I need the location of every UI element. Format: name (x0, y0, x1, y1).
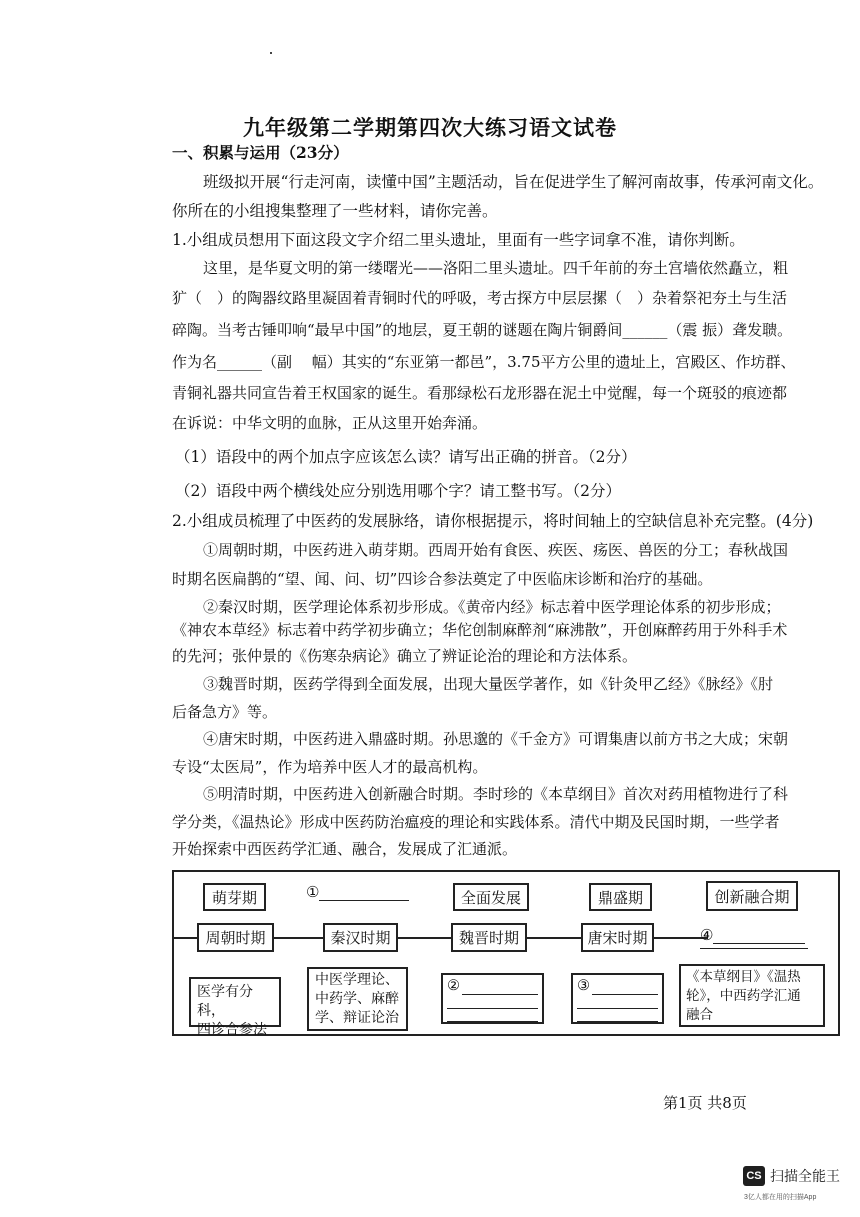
q2-para-2b: 《神农本草经》标志着中药学初步确立；华佗创制麻醉剂“麻沸散”，开创麻醉药用于外科手术 (172, 621, 788, 639)
intro-line-2: 你所在的小组搜集整理了一些材料，请你完善。 (172, 202, 498, 220)
period-label: 唐宋时期 (587, 929, 648, 947)
blank-number: ③ (577, 978, 590, 994)
passage-line-3: 碎陶。当考古锤叩响“最早中国”的地层，夏王朝的谜题在陶片铜爵间______（震 振）聋发聩。 (172, 321, 793, 339)
stage-box-1 (203, 883, 266, 911)
question-2-stem: 2.小组成员梳理了中医药的发展脉络，请你根据提示，将时间轴上的空缺信息补充完整。(4分) (172, 512, 814, 530)
stage-label: 全面发展 (460, 888, 521, 907)
detail-box-3 (441, 973, 544, 1024)
detail-box-1 (189, 977, 281, 1038)
stage-label: 萌芽期 (211, 888, 257, 907)
blank-number: ④ (700, 926, 714, 944)
q2-para-3b: 后备急方》等。 (172, 703, 278, 721)
detail-line: 融合 (686, 1007, 713, 1023)
period-blank-5 (700, 925, 805, 944)
period-box-3 (451, 923, 527, 952)
scanner-app-name: 扫描全能王 (770, 1168, 840, 1184)
scanner-tagline: 3亿人都在用的扫描App (744, 1194, 817, 1201)
blank-number: ① (306, 883, 320, 901)
detail-box-4 (571, 973, 664, 1024)
blank-underline (447, 1009, 538, 1022)
blank-row (577, 977, 658, 995)
q2-para-2a: ②秦汉时期，医学理论体系初步形成。《黄帝内经》标志着中医学理论体系的初步形成； (203, 598, 781, 616)
question-1-stem: 1.小组成员想用下面这段文字介绍二里头遗址，里面有一些字词拿不准，请你判断。 (172, 231, 745, 249)
detail-line: 《本草纲目》《温热 (686, 969, 801, 985)
stage-box-4 (589, 883, 652, 911)
section-heading: 一、积累与运用（23分） (172, 143, 349, 162)
q2-para-3a: ③魏晋时期，医药学得到全面发展，出现大量医学著作，如《针灸甲乙经》《脉经》《肘 (203, 675, 774, 693)
intro-line-1: 班级拟开展“行走河南，读懂中国”主题活动，旨在促进学生了解河南故事，传承河南文化。 (203, 173, 824, 191)
period-box-1 (197, 923, 274, 952)
passage-line-4: 作为名______（副 幅）其实的“东亚第一都邑”，3.75平方公里的遗址上，宫殿区、作坊群、 (172, 353, 796, 371)
detail-line: 中药学、麻醉 (315, 991, 399, 1007)
stage-box-5 (706, 881, 798, 911)
exam-title: 九年级第二学期第四次大练习语文试卷 (243, 115, 617, 140)
passage-line-6: 在诉说：中华文明的血脉，正从这里开始奔涌。 (172, 414, 488, 432)
detail-line: 轮》，中西药学汇通 (686, 988, 801, 1004)
passage-line-1: 这里，是华夏文明的第一缕曙光——洛阳二里头遗址。四千年前的夯土宫墙依然矗立，粗 (203, 259, 789, 277)
passage-line-2: 犷（ ）的陶器纹路里凝固着青铜时代的呼吸，考古探方中层层摞（ ）杂着祭祀夯土与生活 (172, 289, 788, 307)
blank-underline (577, 995, 658, 1009)
period-box-2 (323, 923, 398, 952)
q2-para-5c: 开始探索中西医药学汇通、融合，发展成了汇通派。 (172, 840, 518, 858)
blank-underline (447, 995, 538, 1009)
q2-para-2c: 的先河；张仲景的《伤寒杂病论》确立了辨证论治的理论和方法体系。 (172, 647, 638, 665)
detail-line: 四诊合参法 (197, 1022, 267, 1038)
detail-line: 中医学理论、 (315, 972, 399, 988)
blank-underline (462, 980, 538, 995)
stage-blank-1 (306, 882, 409, 901)
scan-speck (270, 52, 272, 54)
camscanner-logo-icon (743, 1166, 765, 1186)
question-1-sub-2: （2）语段中两个横线处应分别选用哪个字？请工整书写。（2分） (175, 482, 621, 500)
period-label: 周朝时期 (205, 929, 266, 947)
blank-number: ② (447, 978, 460, 994)
detail-line: 医学有分科， (197, 984, 253, 1019)
period-label: 魏晋时期 (458, 929, 519, 947)
question-1-sub-1: （1）语段中的两个加点字应该怎么读？请写出正确的拼音。（2分） (175, 448, 637, 466)
stage-box-3 (453, 883, 529, 911)
q2-para-4b: 专设“太医局”，作为培养中医人才的最高机构。 (172, 758, 488, 776)
detail-line: 学、辩证论治 (315, 1010, 399, 1026)
blank-row (447, 977, 538, 995)
detail-box-5 (679, 964, 825, 1027)
blank-underline (592, 980, 658, 995)
blank-second-line (700, 948, 808, 949)
logo-badge: CS (746, 1170, 762, 1182)
period-box-4 (581, 923, 654, 952)
q2-para-1b: 时期名医扁鹊的“望、闻、问、切”四诊合参法奠定了中医临床诊断和治疗的基础。 (172, 570, 713, 588)
blank-underline (577, 1009, 658, 1022)
q2-para-5a: ⑤明清时期，中医药进入创新融合时期。李时珍的《本草纲目》首次对药用植物进行了科 (203, 785, 789, 803)
detail-box-2 (307, 967, 408, 1031)
q2-para-1a: ①周朝时期，中医药进入萌芽期。西周开始有食医、疾医、疡医、兽医的分工；春秋战国 (203, 541, 789, 559)
stage-label: 鼎盛期 (597, 888, 643, 907)
q2-para-5b: 学分类，《温热论》形成中医药防治瘟疫的理论和实践体系。清代中期及民国时期，一些学者 (172, 813, 780, 831)
stage-label: 创新融合期 (714, 887, 790, 906)
passage-line-5: 青铜礼器共同宣告着王权国家的诞生。看那绿松石龙形器在泥土中觉醒，每一个斑驳的痕迹都 (172, 384, 788, 402)
page-footer: 第1页 共8页 (663, 1094, 747, 1112)
period-label: 秦汉时期 (330, 929, 391, 947)
q2-para-4a: ④唐宋时期，中医药进入鼎盛时期。孙思邈的《千金方》可谓集唐以前方书之大成；宋朝 (203, 730, 789, 748)
